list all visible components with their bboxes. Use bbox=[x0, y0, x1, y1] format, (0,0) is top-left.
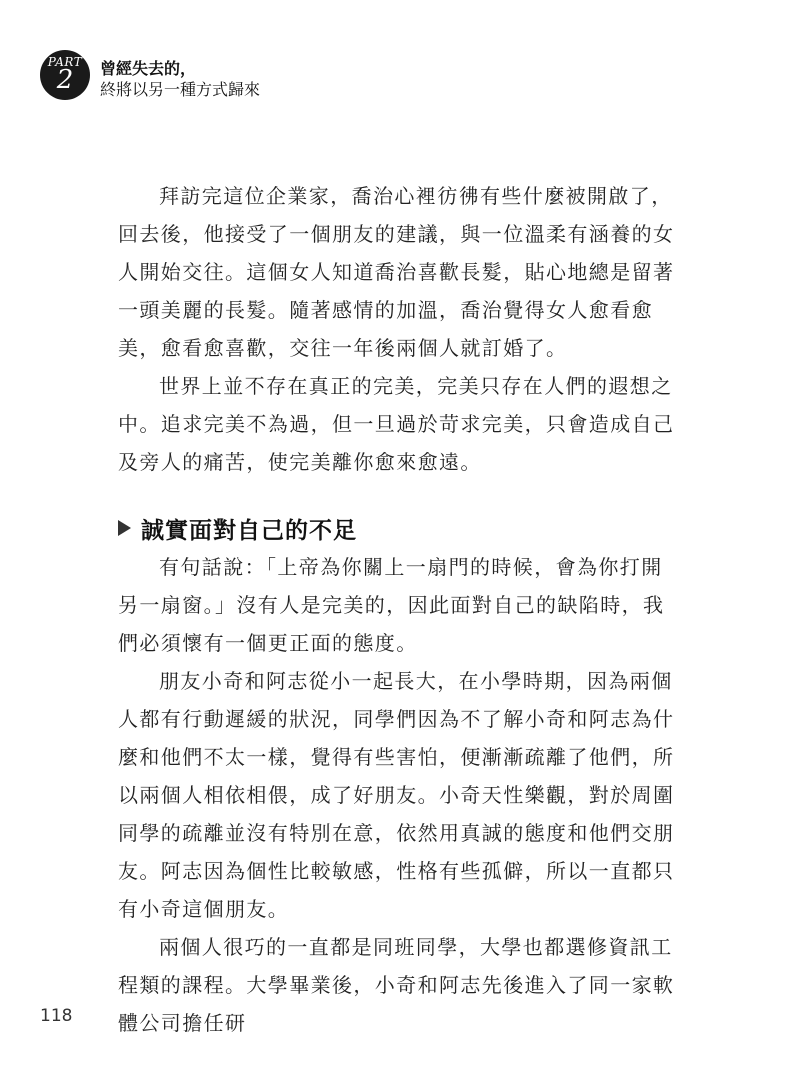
section-heading-text: 誠實面對自己的不足 bbox=[141, 517, 357, 544]
body-text-before-section bbox=[118, 177, 678, 481]
part-number: 2 bbox=[56, 65, 74, 95]
chapter-title-line2: 終將以另一種方式歸來 bbox=[100, 80, 261, 99]
chapter-header bbox=[40, 44, 400, 104]
section-heading bbox=[118, 510, 357, 546]
triangle-bullet-icon bbox=[118, 520, 131, 536]
paragraph: 兩個人很巧的一直都是同班同學，大學也都選修資訊工程類的課程。大學畢業後，小奇和阿志先後進入了同一家軟體公司擔任研 bbox=[118, 935, 675, 1035]
paragraph: 拜訪完這位企業家，喬治心裡彷彿有些什麼被開啟了，回去後，他接受了一個朋友的建議，與一位溫柔有涵養的女人開始交往。這個女人知道喬治喜歡長髮，貼心地總是留著一頭美麗的長髮。隨著感情的加溫，喬治覺得女人愈看愈美，愈看愈喜歡，交往一年後兩個人就訂婚了。 bbox=[118, 184, 675, 360]
page-number: 118 bbox=[40, 1006, 73, 1026]
chapter-title-line1: 曾經失去的， bbox=[100, 59, 197, 78]
body-text-after-section bbox=[118, 548, 678, 1042]
paragraph: 有句話說：「上帝為你關上一扇門的時候，會為你打開另一扇窗。」沒有人是完美的，因此面對自己的缺陷時，我們必須懷有一個更正面的態度。 bbox=[118, 555, 665, 655]
part-badge bbox=[40, 50, 90, 100]
paragraph: 世界上並不存在真正的完美，完美只存在人們的遐想之中。追求完美不為過，但一旦過於苛求完美，只會造成自己及旁人的痛苦，使完美離你愈來愈遠。 bbox=[118, 374, 675, 474]
paragraph: 朋友小奇和阿志從小一起長大，在小學時期，因為兩個人都有行動遲緩的狀況，同學們因為不了解小奇和阿志為什麼和他們不太一樣，覺得有些害怕，便漸漸疏離了他們，所以兩個人相依相偎，成了好朋友。小奇天性樂觀，對於周圍同學的疏離並沒有特別在意，依然用真誠的態度和他們交朋友。阿志因為個性比較敏感，性格有些孤僻，所以一直都只有小奇這個朋友。 bbox=[118, 669, 675, 921]
part-label: PART bbox=[47, 55, 83, 69]
